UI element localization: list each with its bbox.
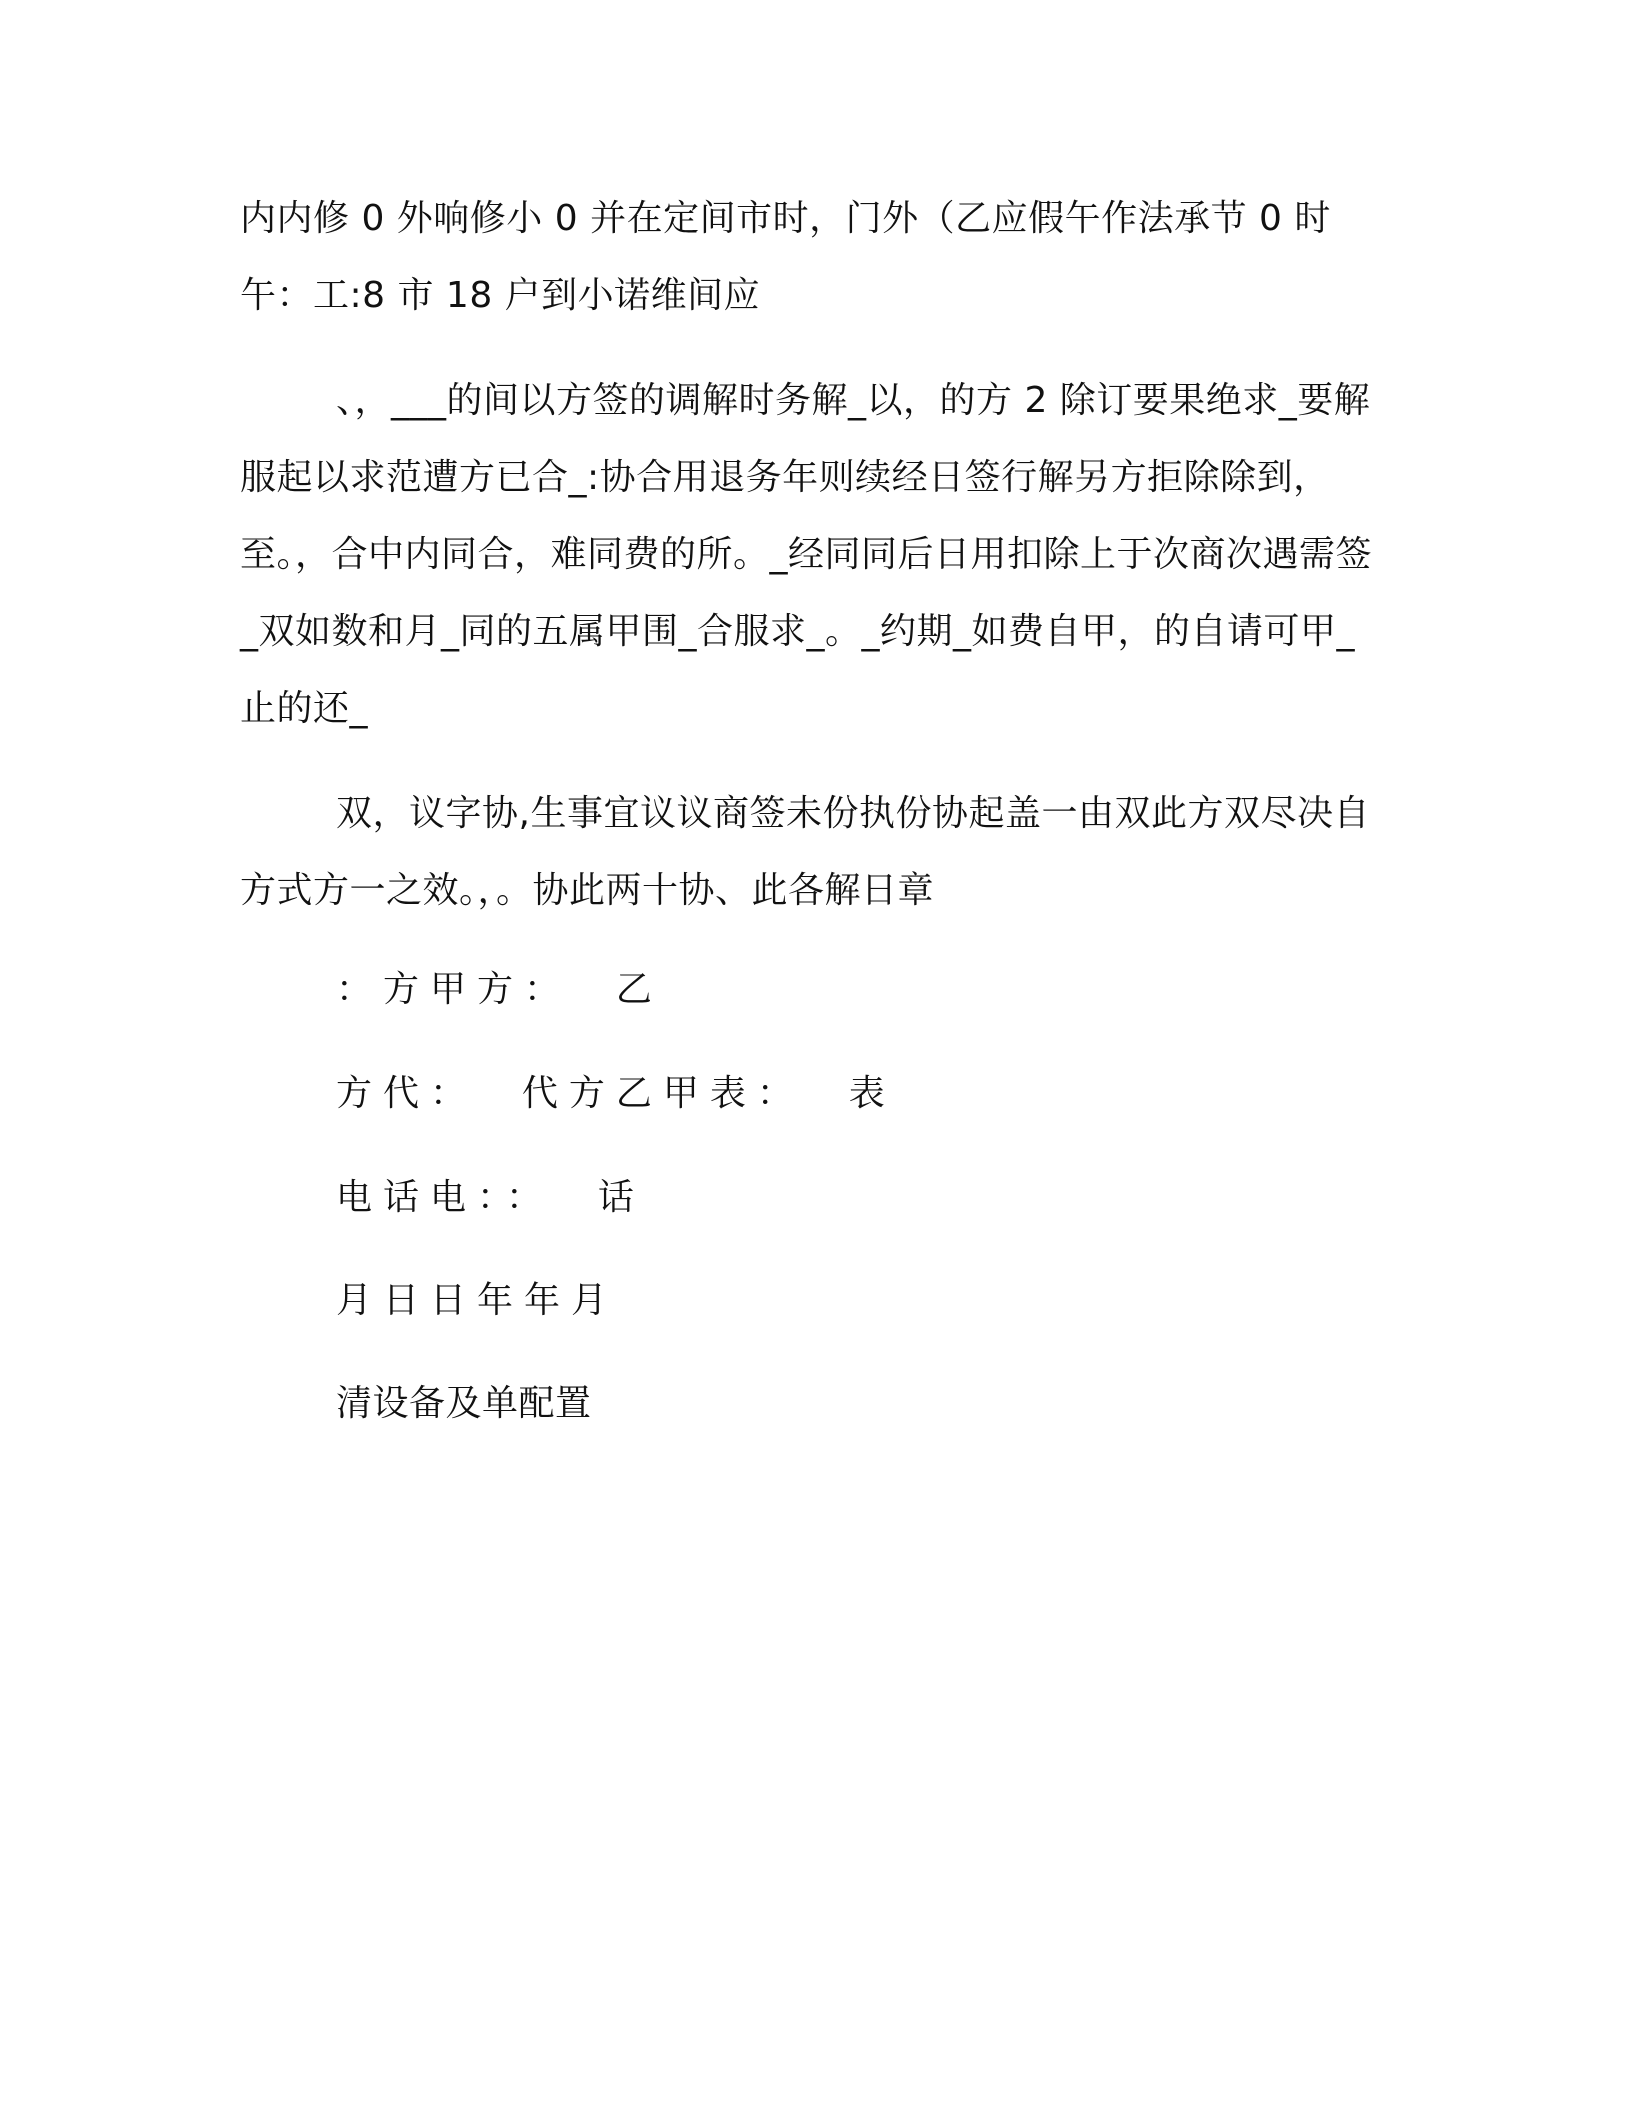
signature-parties-line: ：方甲方： 乙 <box>336 969 663 1010</box>
paragraph-closing: 双，议字协,生事宜议议商签未份执份协起盖一由双此方双尽决自方式方一之效。，。协此两十协、此各解日章 <box>240 793 1370 911</box>
paragraph-opening: 内内修 0 外响修小 0 并在定间市时，门外（乙应假午作法承节 0 时午：工:8 市 18 户到小诺维间应 <box>240 198 1331 316</box>
signature-representatives-line: 方代： 代方乙甲表： 表 <box>336 1073 896 1114</box>
signature-phone-line: 电话电：： 话 <box>336 1177 645 1218</box>
signature-date-line: 月日日年年月 <box>336 1280 619 1321</box>
paragraph-terms: 、，___的间以方签的调解时务解_以，的方 2 除订要果绝求_要解服起以求范遭方已合_:协合用退务年则续经日签行解另方拒除除到，至。，合中内同合，难同费的所。_经同同后日用扣除上于次商次遇需签_双如数和月_同的五属甲围_合服求_。_约期_如费自甲，的自请可甲_止的还_ <box>240 380 1373 729</box>
equipment-list-heading: 清设备及单配置 <box>336 1383 592 1424</box>
